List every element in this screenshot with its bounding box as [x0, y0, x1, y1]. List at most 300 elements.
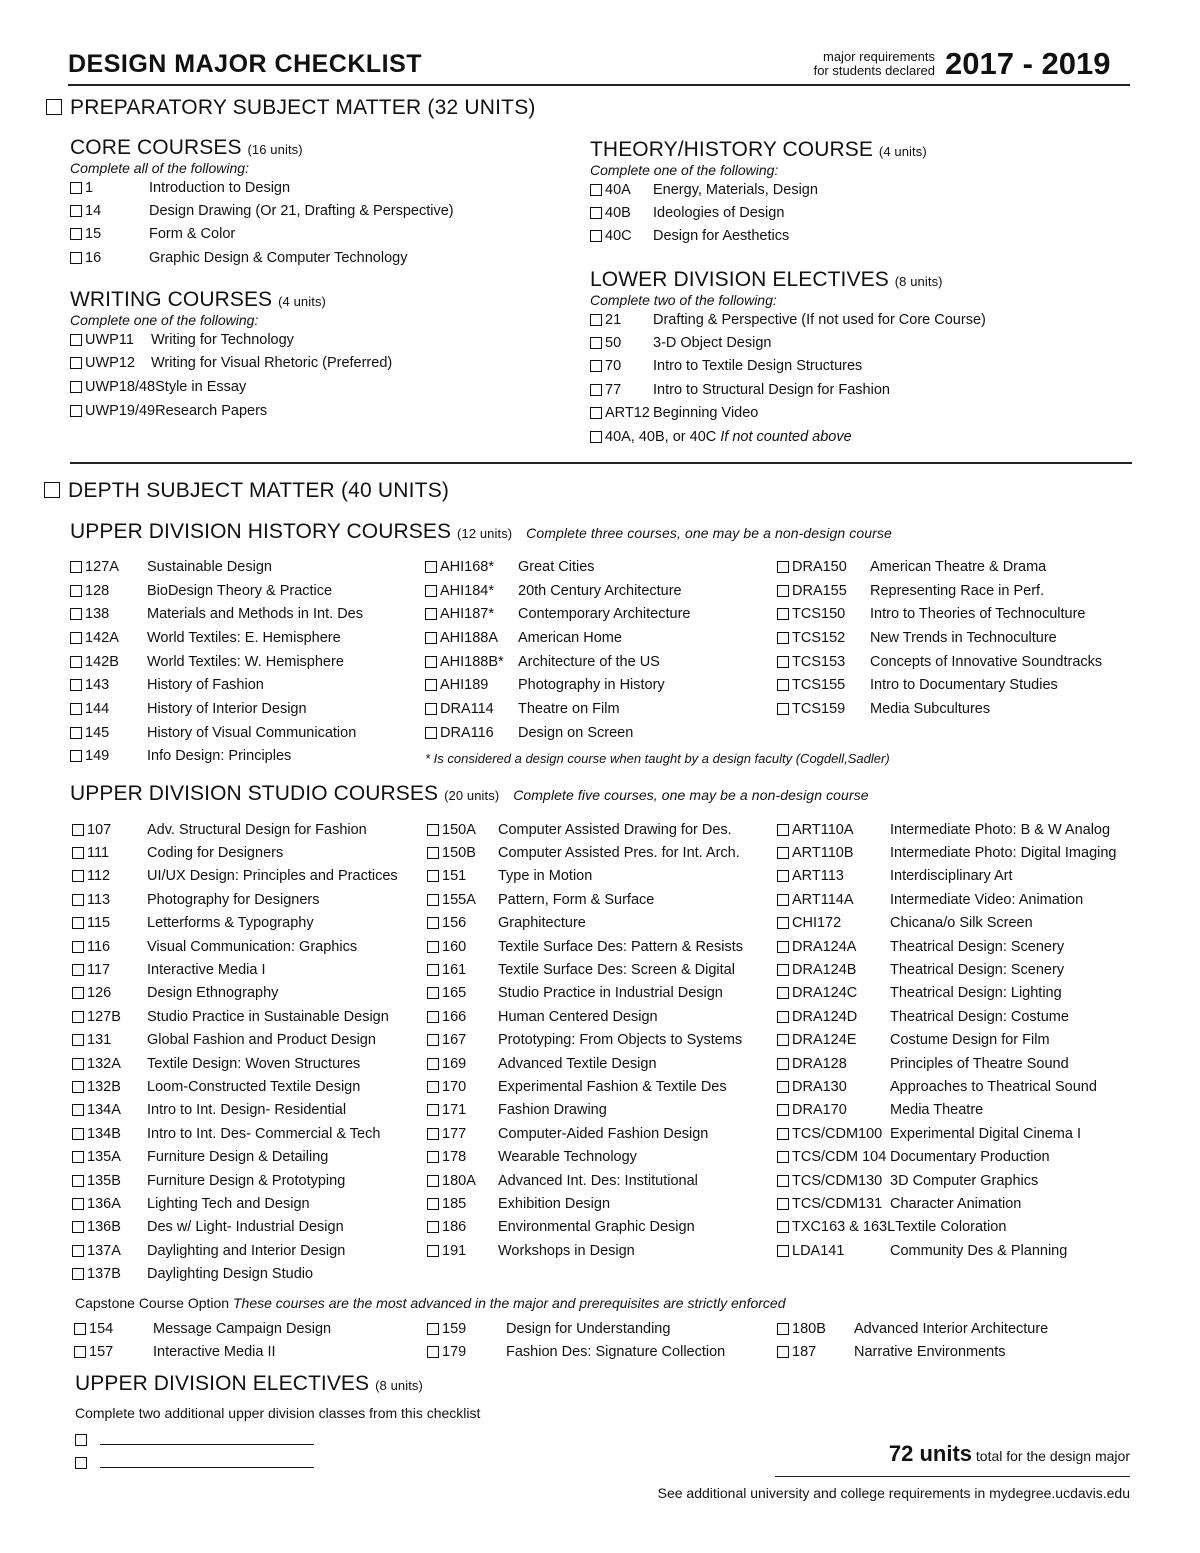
course-item	[72, 1216, 398, 1239]
lower-electives-units: (8 units)	[894, 274, 943, 289]
course-name: Beginning Video	[653, 405, 759, 422]
course-checkbox[interactable]	[777, 964, 789, 976]
course-item	[74, 1341, 331, 1365]
course-checkbox[interactable]	[590, 314, 602, 326]
course-checkbox[interactable]	[70, 727, 82, 739]
course-name: Great Cities	[518, 558, 595, 575]
course-item	[70, 399, 392, 423]
preparatory-section-checkbox[interactable]	[46, 99, 62, 115]
course-name: Studio Practice in Sustainable Design	[147, 1008, 389, 1025]
course-checkbox[interactable]	[777, 824, 789, 836]
course-checkbox[interactable]	[70, 228, 82, 240]
writing-courses-instruction: Complete one of the following:	[70, 312, 259, 328]
course-item	[590, 331, 986, 354]
course-item	[777, 818, 1117, 841]
course-checkbox[interactable]	[70, 561, 82, 573]
studio-col3	[777, 818, 1117, 1262]
course-code: 169	[442, 1055, 467, 1072]
course-checkbox[interactable]	[70, 679, 82, 691]
course-checkbox[interactable]	[777, 987, 789, 999]
course-name: BioDesign Theory & Practice	[147, 582, 333, 599]
course-checkbox[interactable]	[72, 1011, 84, 1023]
course-name: Design Ethnography	[147, 985, 279, 1002]
course-code: TXC163 & 163L	[792, 1219, 896, 1236]
course-name: Daylighting Design Studio	[147, 1266, 314, 1283]
course-item	[72, 1029, 398, 1052]
course-checkbox[interactable]	[72, 824, 84, 836]
course-item	[427, 1122, 743, 1145]
course-code: 150B	[442, 845, 476, 862]
course-checkbox[interactable]	[427, 894, 439, 906]
course-code: 191	[442, 1242, 467, 1259]
studio-col1	[72, 818, 398, 1286]
course-checkbox[interactable]	[72, 1081, 84, 1093]
course-checkbox[interactable]	[427, 1245, 439, 1257]
course-name: Type in Motion	[498, 868, 593, 885]
course-checkbox[interactable]	[70, 405, 82, 417]
lower-electives-instruction: Complete two of the following:	[590, 292, 777, 308]
course-checkbox[interactable]	[777, 847, 789, 859]
course-name: Design on Screen	[518, 724, 634, 741]
course-checkbox[interactable]	[72, 1198, 84, 1210]
core-courses-instruction: Complete all of the following:	[70, 160, 249, 176]
course-code: 127A	[85, 558, 119, 575]
course-name: American Home	[518, 629, 622, 646]
course-code: 16	[85, 249, 102, 266]
writing-courses-list	[70, 328, 392, 422]
course-checkbox[interactable]	[425, 703, 437, 715]
course-code: 107	[87, 821, 112, 838]
capstone-col3	[777, 1317, 1048, 1364]
course-code: 135A	[87, 1149, 121, 1166]
course-item	[70, 602, 363, 626]
course-name: World Textiles: E. Hemisphere	[147, 629, 341, 646]
course-checkbox[interactable]	[777, 656, 789, 668]
course-name: Intro to Int. Des- Commercial & Tech	[147, 1125, 381, 1142]
course-checkbox[interactable]	[777, 894, 789, 906]
core-courses-list	[70, 176, 454, 269]
course-item	[72, 1192, 398, 1215]
history-col3	[777, 555, 1102, 721]
course-item	[427, 935, 743, 958]
course-checkbox[interactable]	[425, 608, 437, 620]
course-code: 40B	[605, 204, 631, 221]
section-divider	[70, 462, 1132, 464]
course-item	[70, 328, 392, 352]
course-item	[427, 982, 743, 1005]
course-checkbox[interactable]	[427, 847, 439, 859]
course-checkbox[interactable]	[777, 1198, 789, 1210]
course-item	[777, 935, 1117, 958]
course-checkbox[interactable]	[777, 1034, 789, 1046]
course-code: TCS159	[792, 700, 846, 717]
course-checkbox[interactable]	[70, 632, 82, 644]
course-checkbox[interactable]	[427, 1081, 439, 1093]
course-name: Coding for Designers	[147, 845, 284, 862]
course-code: 128	[85, 582, 110, 599]
course-name: Theatrical Design: Scenery	[890, 962, 1065, 979]
course-name: Design for Understanding	[506, 1320, 671, 1337]
course-checkbox[interactable]	[777, 1346, 789, 1358]
course-checkbox[interactable]	[427, 824, 439, 836]
course-code: DRA124E	[792, 1032, 857, 1049]
course-checkbox[interactable]	[70, 252, 82, 264]
course-code: DRA130	[792, 1078, 847, 1095]
course-checkbox[interactable]	[777, 917, 789, 929]
course-checkbox[interactable]	[70, 357, 82, 369]
course-code: AHI187*	[440, 606, 495, 623]
course-name: Adv. Structural Design for Fashion	[147, 821, 367, 838]
course-code: 115	[87, 915, 111, 932]
elective-checkbox-1[interactable]	[75, 1434, 87, 1446]
course-checkbox[interactable]	[427, 870, 439, 882]
course-item	[590, 178, 927, 201]
course-checkbox[interactable]	[70, 381, 82, 393]
writing-courses-title: WRITING COURSES	[70, 288, 273, 311]
course-checkbox[interactable]	[427, 1346, 439, 1358]
course-name: Computer-Aided Fashion Design	[498, 1125, 709, 1142]
course-checkbox[interactable]	[427, 1221, 439, 1233]
lower-electives-row-last	[590, 425, 986, 448]
course-name: Chicana/o Silk Screen	[890, 915, 1033, 932]
course-name: Info Design: Principles	[147, 748, 292, 765]
course-checkbox[interactable]	[777, 608, 789, 620]
history-col1	[70, 555, 363, 768]
depth-section-checkbox[interactable]	[44, 482, 60, 498]
elective-write-in-2[interactable]	[100, 1457, 314, 1468]
course-item	[590, 402, 986, 425]
course-code: 50	[605, 335, 622, 352]
course-item	[72, 1262, 398, 1285]
course-code: 166	[442, 1008, 467, 1025]
course-item	[427, 1169, 743, 1192]
course-checkbox[interactable]	[777, 1011, 789, 1023]
course-item	[777, 1239, 1117, 1262]
course-code: 170	[442, 1078, 467, 1095]
course-checkbox[interactable]	[72, 917, 84, 929]
course-name: Fashion Drawing	[498, 1102, 607, 1119]
course-item	[777, 697, 1102, 721]
course-checkbox[interactable]	[427, 1175, 439, 1187]
course-name: Intermediate Photo: B & W Analog	[890, 821, 1111, 838]
course-checkbox[interactable]	[427, 1323, 439, 1335]
course-checkbox[interactable]	[72, 987, 84, 999]
course-name: Letterforms & Typography	[147, 915, 314, 932]
course-checkbox[interactable]	[72, 1034, 84, 1046]
course-checkbox[interactable]	[777, 1323, 789, 1335]
course-checkbox[interactable]	[427, 1151, 439, 1163]
course-checkbox[interactable]	[72, 1245, 84, 1257]
course-name: Exhibition Design	[498, 1195, 611, 1212]
course-checkbox[interactable]	[590, 230, 602, 242]
course-item	[72, 982, 398, 1005]
capstone-col2	[427, 1317, 725, 1364]
course-item	[777, 912, 1117, 935]
course-item	[777, 555, 1102, 579]
course-item	[425, 579, 690, 603]
course-item	[425, 555, 690, 579]
course-name: 20th Century Architecture	[518, 582, 682, 599]
course-checkbox[interactable]	[72, 1268, 84, 1280]
course-code: AHI188A	[440, 629, 499, 646]
course-name: Documentary Production	[890, 1149, 1050, 1166]
course-checkbox[interactable]	[70, 608, 82, 620]
course-item	[72, 1145, 398, 1168]
course-checkbox[interactable]	[72, 1104, 84, 1116]
course-checkbox[interactable]	[777, 1104, 789, 1116]
course-item	[72, 888, 398, 911]
course-checkbox[interactable]	[70, 585, 82, 597]
course-checkbox[interactable]	[425, 679, 437, 691]
lower-electives-title: LOWER DIVISION ELECTIVES	[590, 268, 889, 291]
course-code: UWP18/48	[85, 378, 156, 395]
theory-history-units: (4 units)	[878, 144, 927, 159]
course-checkbox[interactable]	[590, 337, 602, 349]
course-checkbox[interactable]	[777, 679, 789, 691]
course-checkbox[interactable]	[72, 1128, 84, 1140]
course-checkbox[interactable]	[427, 1058, 439, 1070]
course-item	[590, 355, 986, 378]
course-name: Furniture Design & Detailing	[147, 1149, 329, 1166]
course-name: Community Des & Planning	[890, 1242, 1068, 1259]
course-code: DRA124A	[792, 938, 857, 955]
course-code: ART114A	[792, 891, 854, 908]
course-checkbox[interactable]	[777, 1058, 789, 1070]
theory-history-title: THEORY/HISTORY COURSE	[590, 138, 873, 161]
course-item	[427, 1099, 743, 1122]
course-name: History of Visual Communication	[147, 724, 357, 741]
course-item	[70, 176, 454, 199]
course-checkbox[interactable]	[425, 632, 437, 644]
course-checkbox[interactable]	[427, 1128, 439, 1140]
studio-courses-note: Complete five courses, one may be a non-design course	[513, 787, 869, 803]
course-item	[590, 378, 986, 401]
course-checkbox[interactable]	[70, 703, 82, 715]
course-item	[427, 1341, 725, 1365]
course-name: UI/UX Design: Principles and Practices	[147, 868, 398, 885]
course-checkbox[interactable]	[70, 205, 82, 217]
course-code: DRA124B	[792, 962, 857, 979]
course-name: Interactive Media II	[153, 1344, 276, 1361]
course-checkbox[interactable]	[427, 1198, 439, 1210]
course-checkbox[interactable]	[72, 847, 84, 859]
course-checkbox[interactable]	[427, 987, 439, 999]
course-checkbox[interactable]	[777, 1081, 789, 1093]
upper-electives-title: UPPER DIVISION ELECTIVES	[75, 1372, 370, 1395]
lower-electives-group	[590, 268, 986, 448]
elective-checkbox-2[interactable]	[75, 1457, 87, 1469]
course-item	[777, 1052, 1117, 1075]
course-item	[777, 1317, 1048, 1341]
course-item	[590, 201, 927, 224]
course-checkbox[interactable]	[425, 727, 437, 739]
course-item	[72, 1239, 398, 1262]
upper-electives-heading	[75, 1372, 423, 1396]
studio-courses-heading	[70, 782, 869, 806]
total-units-value: 72 units	[888, 1441, 973, 1466]
course-code: AHI188B*	[440, 653, 504, 670]
course-checkbox[interactable]	[425, 585, 437, 597]
course-checkbox[interactable]	[777, 703, 789, 715]
course-code: 157	[89, 1344, 114, 1361]
course-checkbox[interactable]	[72, 894, 84, 906]
course-name: Form & Color	[149, 226, 236, 243]
course-item	[777, 1192, 1117, 1215]
elective-write-in-1[interactable]	[100, 1434, 314, 1445]
course-checkbox[interactable]	[590, 360, 602, 372]
course-code: 145	[85, 724, 110, 741]
course-checkbox[interactable]	[427, 964, 439, 976]
course-checkbox[interactable]	[74, 1346, 86, 1358]
course-code: 171	[442, 1102, 467, 1119]
course-checkbox[interactable]	[72, 870, 84, 882]
course-checkbox[interactable]	[70, 656, 82, 668]
studio-col2	[427, 818, 743, 1262]
history-footnote: * Is considered a design course when taught by a design faculty (Cogdell,Sadler)	[425, 751, 890, 766]
course-checkbox[interactable]	[777, 1128, 789, 1140]
course-code: UWP11	[85, 331, 134, 348]
course-name: Global Fashion and Product Design	[147, 1032, 376, 1049]
course-checkbox[interactable]	[72, 941, 84, 953]
course-code: TCS/CDM100	[792, 1125, 883, 1142]
course-checkbox[interactable]	[590, 184, 602, 196]
core-courses-units: (16 units)	[247, 142, 303, 157]
course-item	[425, 626, 690, 650]
course-checkbox[interactable]	[590, 384, 602, 396]
footer-divider	[775, 1476, 1130, 1477]
course-code: DRA150	[792, 558, 847, 575]
course-checkbox[interactable]	[425, 656, 437, 668]
course-checkbox[interactable]	[590, 207, 602, 219]
course-item	[427, 912, 743, 935]
capstone-title: Capstone Course Option	[75, 1295, 230, 1311]
course-checkbox[interactable]	[427, 917, 439, 929]
course-checkbox[interactable]	[590, 407, 602, 419]
course-checkbox[interactable]	[777, 870, 789, 882]
course-name: World Textiles: W. Hemisphere	[147, 653, 344, 670]
course-code: 167	[442, 1032, 467, 1049]
course-name: Fashion Des: Signature Collection	[506, 1344, 726, 1361]
course-checkbox[interactable]	[72, 1221, 84, 1233]
course-code: DRA116	[440, 724, 494, 741]
course-item	[427, 1145, 743, 1168]
course-checkbox[interactable]	[777, 1221, 789, 1233]
course-code: AHI168*	[440, 558, 495, 575]
course-name: Contemporary Architecture	[518, 606, 691, 623]
course-name: Intro to Theories of Technoculture	[870, 606, 1086, 623]
course-checkbox[interactable]	[777, 632, 789, 644]
theory-history-instruction: Complete one of the following:	[590, 162, 779, 178]
course-item	[777, 673, 1102, 697]
course-item	[777, 1169, 1117, 1192]
course-item	[427, 1317, 725, 1341]
course-item	[72, 1169, 398, 1192]
course-checkbox[interactable]	[72, 964, 84, 976]
course-checkbox[interactable]	[427, 1034, 439, 1046]
course-checkbox[interactable]	[777, 585, 789, 597]
course-code: 134A	[87, 1102, 121, 1119]
course-code: 117	[87, 962, 111, 979]
course-item	[70, 579, 363, 603]
course-note: If not counted above	[720, 428, 852, 445]
course-name: Approaches to Theatrical Sound	[890, 1078, 1097, 1095]
course-item	[72, 1099, 398, 1122]
course-code: DRA128	[792, 1055, 847, 1072]
course-code: DRA124C	[792, 985, 858, 1002]
course-checkbox[interactable]	[427, 1104, 439, 1116]
course-name: Interdisciplinary Art	[890, 868, 1013, 885]
history-courses-units: (12 units)	[457, 526, 513, 541]
course-code: UWP12	[85, 355, 135, 372]
course-checkbox[interactable]	[427, 1011, 439, 1023]
course-name: Prototyping: From Objects to Systems	[498, 1032, 743, 1049]
course-code: DRA124D	[792, 1008, 858, 1025]
course-name: Theatre on Film	[518, 700, 620, 717]
course-item	[777, 1216, 1117, 1239]
course-name: Message Campaign Design	[153, 1320, 332, 1337]
depth-section-title: DEPTH SUBJECT MATTER (40 UNITS)	[68, 479, 450, 502]
course-code: TCS152	[792, 629, 846, 646]
elective-blank-2	[75, 1455, 314, 1473]
course-checkbox[interactable]	[70, 334, 82, 346]
course-checkbox[interactable]	[74, 1323, 86, 1335]
theory-history-list	[590, 178, 927, 248]
course-checkbox[interactable]	[427, 941, 439, 953]
course-checkbox[interactable]	[72, 1151, 84, 1163]
writing-courses-group	[70, 288, 392, 422]
course-checkbox[interactable]	[72, 1058, 84, 1070]
course-checkbox[interactable]	[777, 1175, 789, 1187]
course-name: Ideologies of Design	[653, 204, 785, 221]
course-item	[427, 888, 743, 911]
course-code: 186	[442, 1219, 467, 1236]
course-checkbox[interactable]	[590, 431, 602, 443]
course-code: ART110A	[792, 821, 854, 838]
course-code: UWP19/49	[85, 402, 156, 419]
core-courses-heading	[70, 136, 454, 160]
course-item	[72, 912, 398, 935]
course-item	[70, 650, 363, 674]
course-item	[777, 1005, 1117, 1028]
course-item	[427, 1029, 743, 1052]
course-code: 40A	[605, 181, 631, 198]
course-checkbox[interactable]	[72, 1175, 84, 1187]
course-checkbox[interactable]	[70, 182, 82, 194]
course-item	[70, 352, 392, 376]
lower-electives-list	[590, 308, 986, 425]
course-checkbox[interactable]	[777, 1245, 789, 1257]
course-item	[777, 1075, 1117, 1098]
course-code: DRA114	[440, 700, 494, 717]
course-name: Textile Design: Woven Structures	[147, 1055, 361, 1072]
course-name: Pattern, Form & Surface	[498, 891, 655, 908]
course-name: Photography for Designers	[147, 891, 320, 908]
course-checkbox[interactable]	[777, 561, 789, 573]
course-checkbox[interactable]	[425, 561, 437, 573]
course-item	[427, 958, 743, 981]
course-item	[427, 841, 743, 864]
course-name: Intermediate Video: Animation	[890, 891, 1084, 908]
course-checkbox[interactable]	[777, 1151, 789, 1163]
course-code: 143	[85, 677, 110, 694]
additional-requirements-note: See additional university and college requirements in mydegree.ucdavis.edu	[657, 1485, 1130, 1501]
course-name: Design Drawing (Or 21, Drafting & Perspective)	[149, 202, 454, 219]
course-checkbox[interactable]	[777, 941, 789, 953]
course-code: 159	[442, 1320, 467, 1337]
course-checkbox[interactable]	[70, 750, 82, 762]
course-item	[70, 673, 363, 697]
course-code: 135B	[87, 1172, 121, 1189]
